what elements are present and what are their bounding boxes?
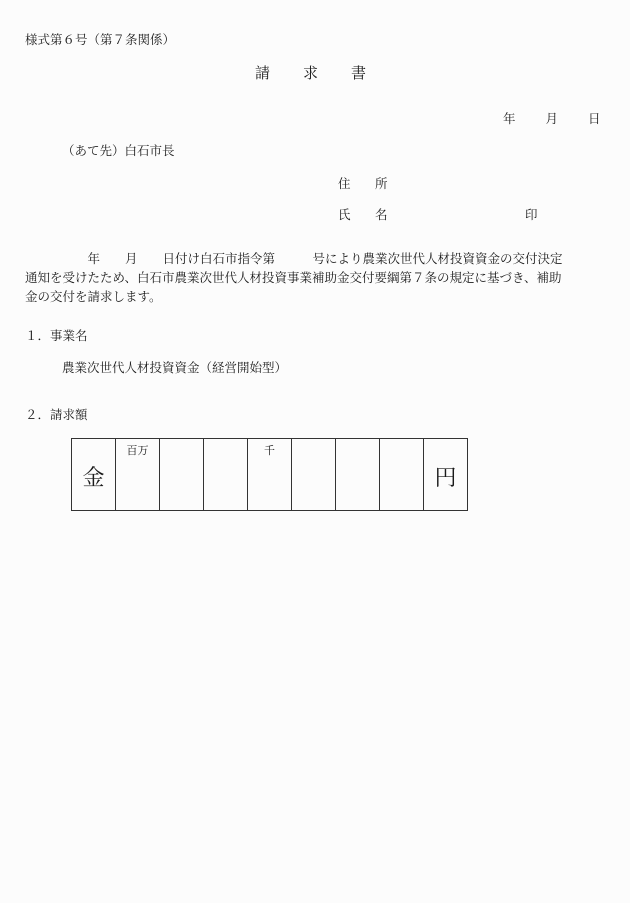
date-day: 日 [588, 111, 601, 126]
amount-digit-cell[interactable] [380, 439, 424, 511]
amount-digit-cell[interactable] [160, 439, 204, 511]
unit-million: 百万 [126, 444, 149, 457]
request-body [25, 249, 605, 306]
date-line [503, 113, 601, 126]
amount-suffix-cell [424, 439, 468, 511]
section2-heading: ２．請求額 [25, 407, 88, 422]
amount-digit-cell[interactable] [248, 439, 292, 511]
body-line: 年 月 日付け白石市指令第 号により農業次世代人材投資資金の交付決定 [25, 251, 563, 266]
date-month: 月 [545, 111, 559, 126]
project-name: 農業次世代人材投資資金（経営開始型） [62, 360, 288, 375]
amount-digit-cell[interactable] [116, 439, 160, 511]
document-title: 請 求 書 [254, 64, 375, 82]
form-number: 様式第６号（第７条関係） [25, 32, 176, 47]
amount-grid [71, 438, 468, 511]
body-line: 通知を受けたため、白石市農業次世代人材投資事業補助金交付要綱第７条の規定に基づき、補助 [25, 270, 562, 285]
amount-prefix-cell [72, 439, 116, 511]
amount-prefix: 金 [82, 466, 105, 491]
seal-mark: 印 [525, 207, 538, 222]
address-label: 住 所 [338, 176, 394, 191]
amount-digit-cell[interactable] [336, 439, 380, 511]
amount-suffix: 円 [434, 466, 457, 491]
date-year: 年 [503, 111, 516, 126]
unit-thousand: 千 [264, 444, 275, 457]
addressee: （あて先）白石市長 [62, 143, 175, 158]
section1-heading: １．事業名 [25, 328, 88, 343]
amount-digit-cell[interactable] [292, 439, 336, 511]
amount-digit-cell[interactable] [204, 439, 248, 511]
name-label: 氏 名 [338, 207, 394, 222]
body-line: 金の交付を請求します。 [25, 289, 162, 304]
